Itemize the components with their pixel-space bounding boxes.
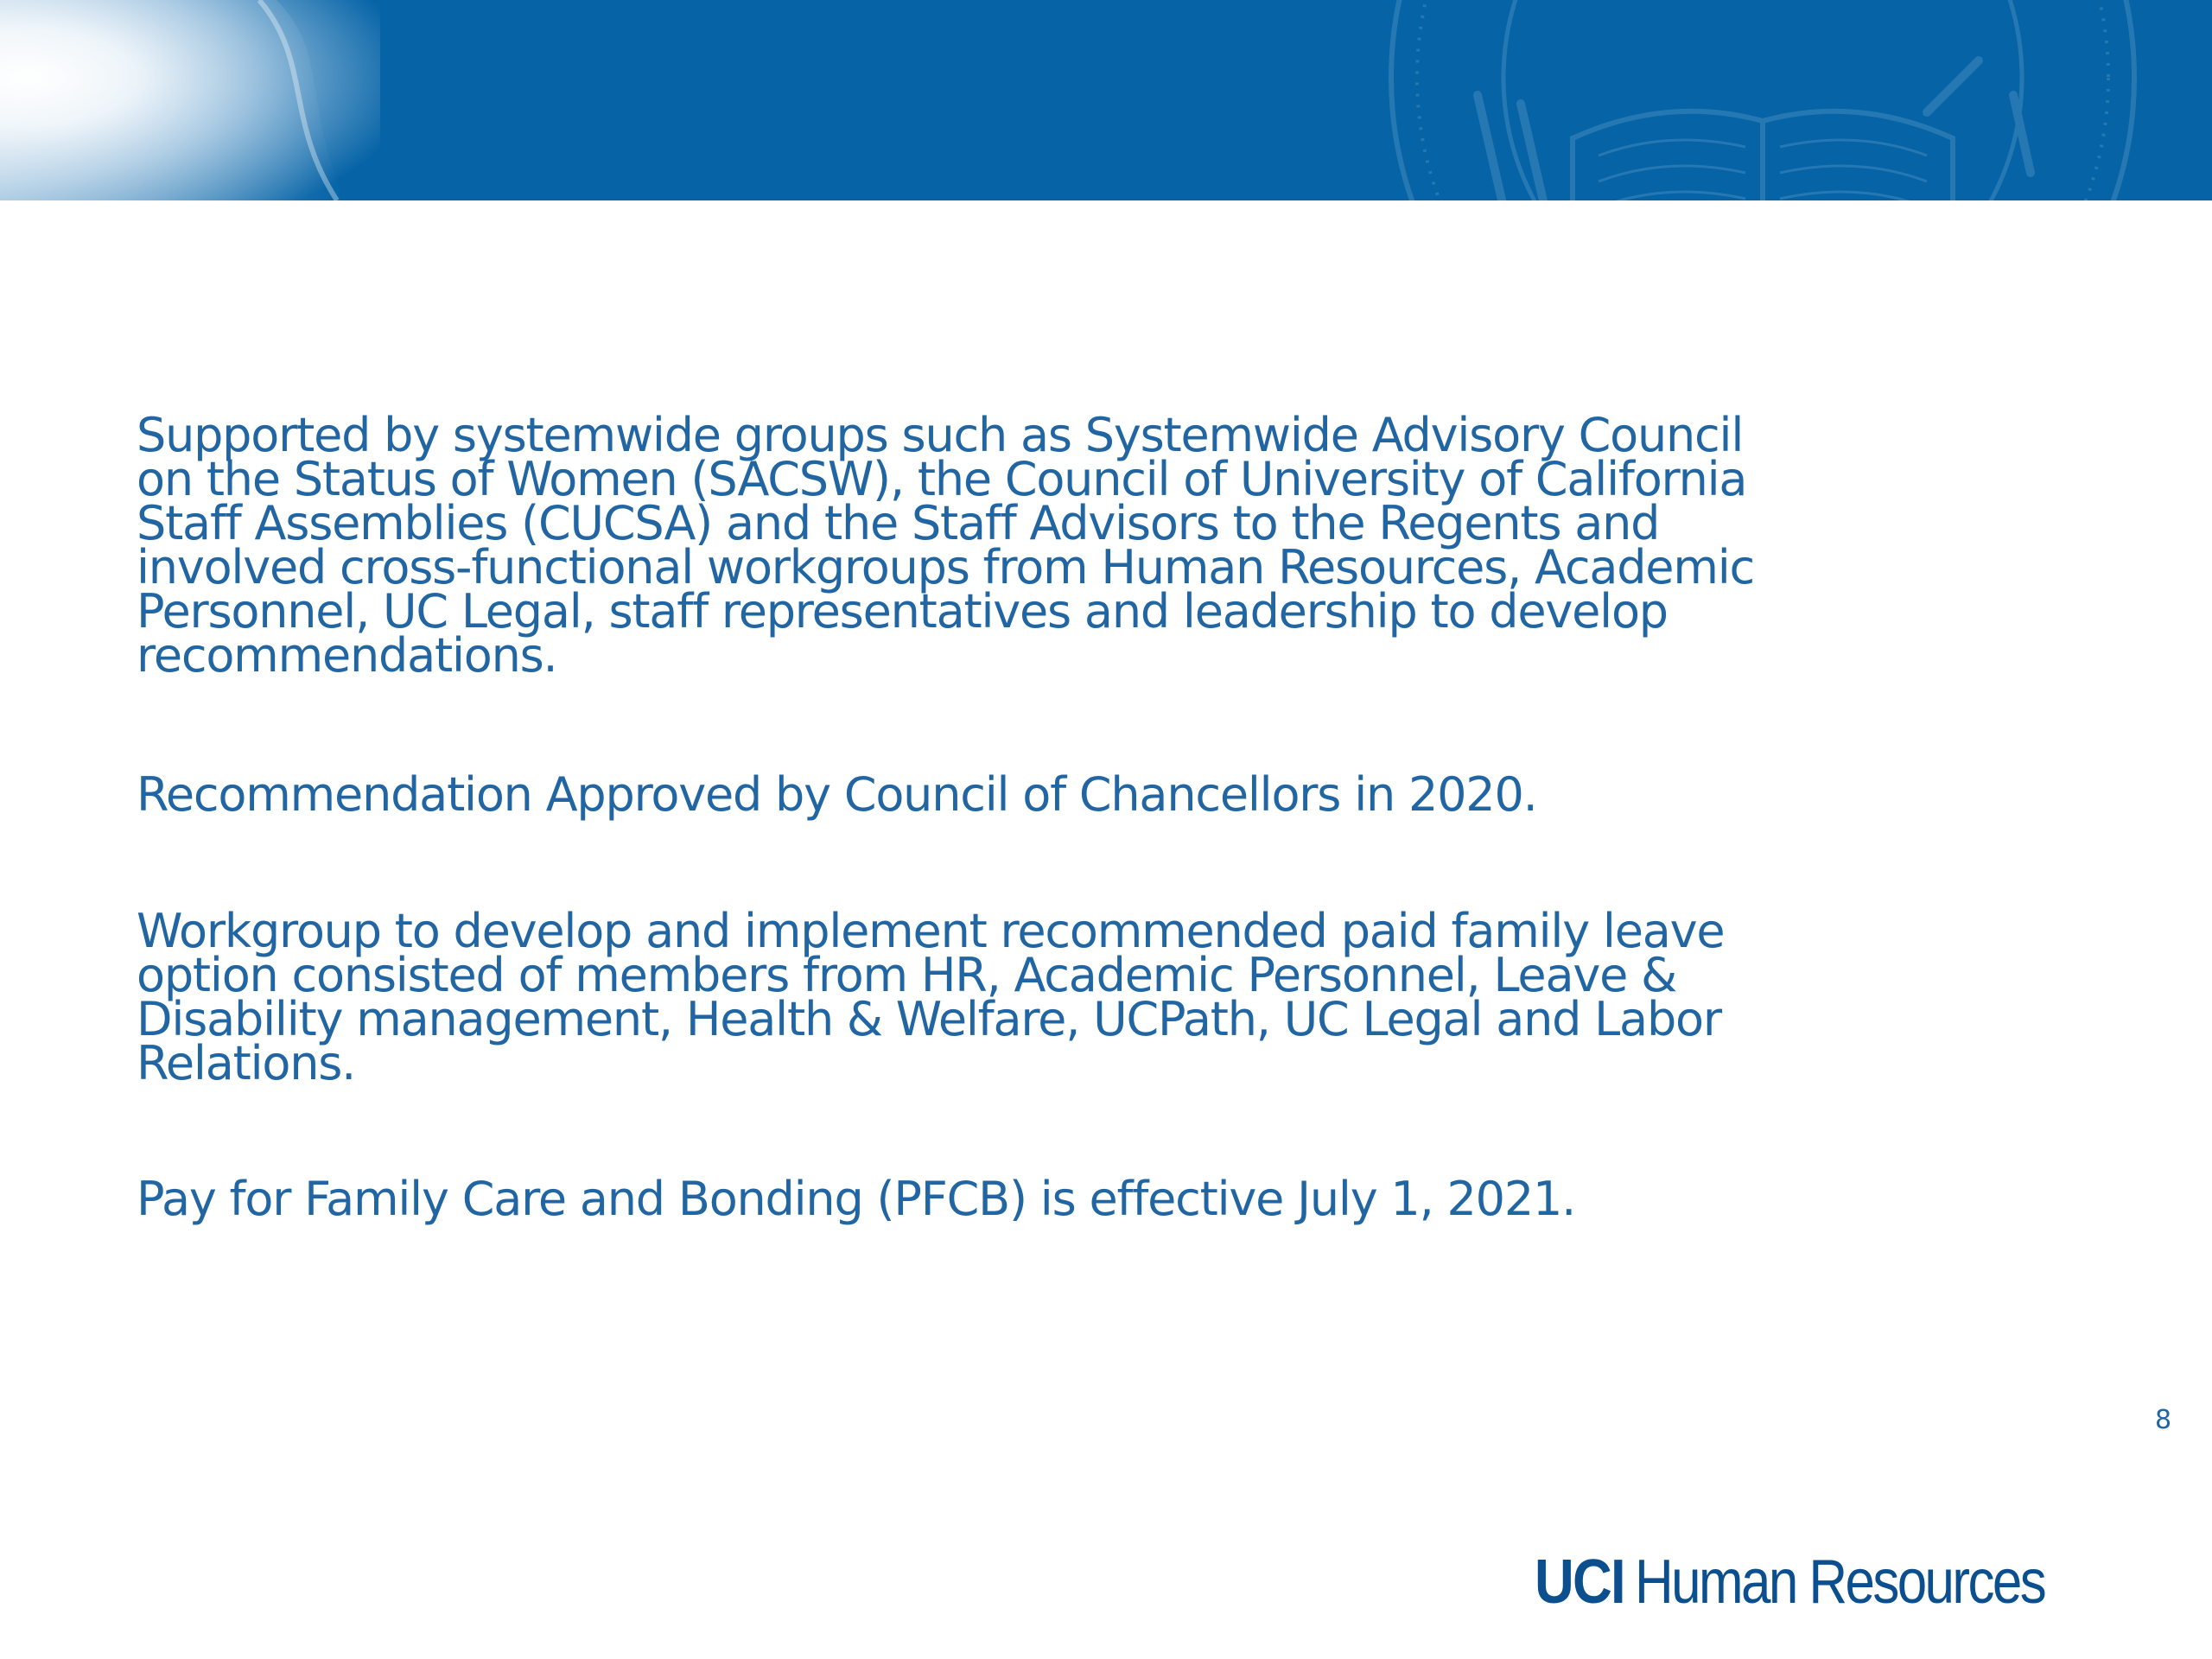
university-seal-icon [1374, 0, 2152, 200]
page-number: 8 [2155, 1405, 2172, 1435]
banner-wave-decoration [0, 0, 449, 200]
paragraph-recommendation-approved: Recommendation Approved by Council of Chancellors in 2020. [137, 767, 1537, 822]
paragraph-supported-by: Supported by systemwide groups such as Systemwide Advisory Council on the Status of Women (SACSW), the Council of University of California Staff Assemblies (CUCSA) and the Staff Advisors to the Regents and involved cross-functional workgroups from Human Resources, Academic Personnel, UC Legal, staff representatives and leadership to develop recommendations. [137, 408, 1755, 683]
logo-department-text: Human Resources [1635, 1548, 2045, 1617]
paragraph-pfcb-effective: Pay for Family Care and Bonding (PFCB) is effective July 1, 2021. [137, 1172, 1576, 1226]
logo-uci-text: UCI [1535, 1548, 1624, 1617]
top-banner [0, 0, 2212, 200]
paragraph-workgroup: Workgroup to develop and implement recommended paid family leave option consisted of members from HR, Academic Personnel, Leave & Disability management, Health & Welfare, UCPath, UC Legal and Labor Relations. [137, 904, 1725, 1090]
uci-human-resources-logo [1535, 1547, 2111, 1624]
